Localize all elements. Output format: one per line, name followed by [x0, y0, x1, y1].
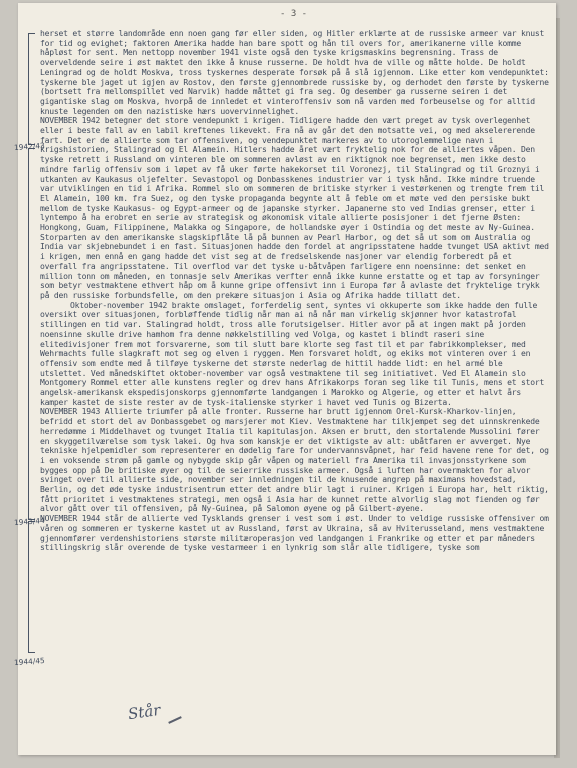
typescript-body — [40, 29, 552, 553]
margin-bracket-1 — [28, 33, 35, 145]
margin-bracket-2 — [28, 148, 35, 520]
paragraph-3: Oktober-november 1942 brakte omslaget, forferdelig sent, syntes vi okkuperte som ikke hadde den fulle oversikt over situasjonen, forbløffende tidlig når man ai nå når man virkelig skjønner hvor katastrofal stillingen en tid var. Stalingrad holdt, tross alle forutsigelser. Hitler avor på at ingen makt på jorden noensinne skulle drive hamhom fra denne nøkkelstilling ved Volga, og kastet i blindt raseri sine elitedivisjoner frem mot forsvarerne, som til slutt bare klorte seg fast til et par fabrikkomplekser, med Wehrmachts fulle slagkraft mot seg og elven i ryggen. Men forsvaret holdt, og ekiks mot vinteren over i en offensiv som endte med å tilføye tyskerne det største nederlag de hittil hadde lidt: en hel armé ble utslettet. Ved månedskiftet oktober-november var også vestmaktene til seg initiativet. Ved El Alamein slo Montgomery Rommel etter alle kunstens regler og drev hans Afrikakorps foran seg like til Tunis, mens et stort angelsk-amerikansk ekspedisjonskorps gjennomførte landgangen i Marokko og Algerie, og etter et halvt års kamper kastet de siste rester av de tysk-italienske styrker i havet ved Tunis og Bizerta. — [40, 300, 545, 407]
paragraph-5: NOVEMBER 1944 står de allierte ved Tysklands grenser i vest som i øst. Under to veldige russiske offensiver om våren og sommeren er tyskerne kastet ut av Russland, først av Ukraina, så av Hviterusseland, mens vestmaktene gjennomfører verdenshistoriens største militæroperasjon ved landgangen i Frankrike og etter et par måneders stillingskrig slår overende de tyske vestarmeer i en lynkrig som slår alle tidligere, tyske som — [40, 514, 549, 553]
document-page — [13, 3, 556, 755]
pencil-mark — [168, 716, 182, 724]
margin-bracket-3 — [28, 521, 35, 653]
margin-note-1943: 1943/44 — [13, 515, 45, 528]
page-number: - 3 - — [280, 9, 308, 19]
paragraph-2: NOVEMBER 1942 betegner det store vendepunkt i krigen. Tidligere hadde den vært preget av tysk overlegenhet eller i beste fall av en labil kreftenes likevekt. Fra nå av går det den motsatte vei, og med akselererende fart. Det er de allierte som tar offensiven, og vendepunktet markeres av to utoroglemmelige navn i krigshistorien, Stalingrad og El Alamein. Hitlers hadde året vært fryktelig nok for de alliertes våpen. Den tyske retrett i Russland om vinteren ble om sommeren avløst av en riktignok noe begrenset, men ikke desto mindre farlig offensiv som i løpet av få uker førte hakekorset til Voronezj, til Stalingrad og til Groznyi i utkanten av Kaukasus oljefelter. Sevastopol og Donbasskenes industrier var i tysk hånd. Ikke mindre truende var utviklingen en tid i Afrika. Rommel slo om sommeren de britiske styrker i vestørkenen og trengte frem til El Alamein, 100 km. fra Suez, og den tyske propaganda begynte alt å feble om et møte ved den persiske bukt mellom de tyske Kaukasus- og Egypt-armeer og de japanske styrker. Japanerne sto ved Indias grenser, etter i lyntempo å ha erobret en serie av strategisk og økonomisk vitale allierte posisjoner i det fjerne Østen: Hongkong, Guam, Filippinene, Malakka og Singapore, de hollandske øyer i Ostindia og det meste av Ny-Guinea. Storparten av den amerikanske slagskipflåte lå på bunnen av Pearl Harbor, og det så ut som om Australia og India var skjebnebundet i en fast. Situasjonen hadde den fordel at angripsstatene hadde tvunget USA aktivt med i krigen, men ennå en gang hadde det vist seg at de fredselskende nasjoner var elendig forberedt på et overfall fra angripsstatene. Til overflod var det tyske u-båtvåpen farligere enn noensinne: det senket en million tonn om måneden, en tonnasje selv Amerikas verfter ennå ikke kunne erstatte og et tap av forsyninger som betyr vestmaktene ethvert håp om å kunne gripe offensivt inn i Europa før å avlaste det fryktelige trykk på den russiske forbundsfelle, om den prekære situasjon i Asia og Afrika hadde tillatt det. — [40, 116, 549, 300]
paragraph-1: herset et større landområde enn noen gang før eller siden, og Hitler erklærte at de russiske armeer var knust for tid og evighet; faktoren Amerika hadde han bare spott og hån til overs for, amerikanerne ville komme håpløst for sent. Men nettopp november 1941 viste også den tyske krigsmaskins begrensning. Trass de overveldende seire i øst maktet den ikke å knuse russerne. De holdt hva de ville og måtte holde. De holdt Leningrad og de holdt Moskva, tross tyskernes desperate forsøk på å slå igjennom. Like etter kom vendepunktet: tyskerne ble jaget ut igjen av Rostov, den første gjennombrede russiske by, og derhodet den første by tyskerne (bortsett fra mellomspillet ved Narvik) hadde måttet gi fra seg. Og desember ga russerne seiren i det gigantiske slag om Moskva, hvorpå de innledet et vinteroffensiv som nå varden med forbeuselse og for alltid knuste legenden om den nazistiske hærs uovervinnelighet. — [40, 29, 549, 116]
margin-note-1944: 1944/45 — [13, 655, 45, 668]
margin-note-1942: 1942/43 — [13, 140, 45, 153]
handwritten-signature: Står — [126, 700, 162, 724]
paragraph-4: NOVEMBER 1943 Allierte triumfer på alle fronter. Russerne har brutt igjennom Orel-Kursk-Kharkov-linjen, befridd et stort del av Donbassgebet og marsjerer mot Kiev. Vestmaktene har tilkjempet seg det uinnskrenkede herredømme i Middelhavet og tvunget Italia til kapitulasjon. Aksen er brutt, den stortalende Mussolini fører en skyggetilværelse som tysk lakei. Og hva som kanskje er det viktigste av alt: ubåtfaren er avverget. Nye tekniske hjelpemidler som representerer en dødelig fare for undervannsvåpnet, har feid havene rene for det, og i en voksende strøm på gamle og nybygde skip går våpen og materiell fra Amerika til invasjonsstyrkene som bygges opp på De britiske øyer og til de seierrike russiske armeer. Også i luften har overmakten for alvor svinget over til allierte side, november ser innledningen til de knusende angrep på maximans hovedstad, Berlin, og det øde tyske industrisentrum etter det andre blir lagt i ruiner. Krigen i Europa har, helt riktig, fått prioritet i vestmaktenes strategi, men også i Asia har de kunnet rette alvorlig slag mot fienden og før alvor gått over til offensiven, på Ny-Guinea, på Salomon øyene og på Gilbert-øyene. — [40, 407, 549, 514]
